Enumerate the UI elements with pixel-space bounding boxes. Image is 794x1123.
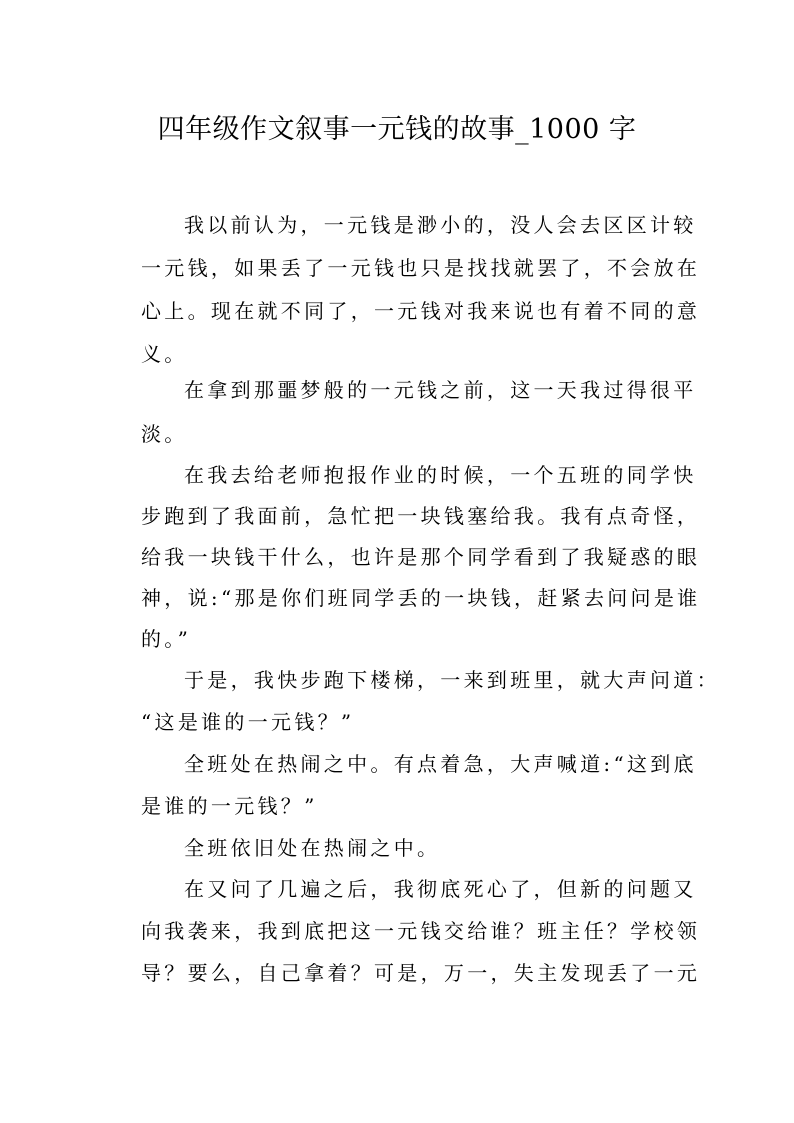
text-line: 是谁的一元钱？” (141, 794, 318, 818)
text-line: 全班依旧处在热闹之中。 (184, 836, 441, 860)
text-line: 导？要么，自己拿着？可是，万一，失主发现丢了一元 (141, 961, 701, 985)
text-line: 一元钱，如果丢了一元钱也只是找找就罢了，不会放在 (141, 256, 701, 280)
text-line: 于是，我快步跑下楼梯，一来到班里，就大声问道： (184, 668, 720, 692)
text-line: 在又问了几遍之后，我彻底死心了，但新的问题又 (184, 877, 697, 901)
document-title: 四年级作文叙事一元钱的故事_1000 字 (157, 114, 637, 145)
text-line: 步跑到了我面前，急忙把一块钱塞给我。我有点奇怪， (141, 504, 701, 528)
text-line: 义。 (141, 342, 188, 366)
text-line: 在拿到那噩梦般的一元钱之前，这一天我过得很平 (184, 378, 697, 402)
text-line: 向我袭来，我到底把这一元钱交给谁？班主任？学校领 (141, 919, 701, 943)
text-line: 神，说:“那是你们班同学丢的一块钱，赶紧去问问是谁 (141, 586, 701, 610)
text-line: 淡。 (141, 422, 188, 446)
text-line: 我以前认为，一元钱是渺小的，没人会去区区计较 (184, 213, 697, 237)
text-line: 在我去给老师抱报作业的时候，一个五班的同学快 (184, 463, 697, 487)
text-line: 全班处在热闹之中。有点着急，大声喊道:“这到底 (184, 752, 697, 776)
text-line: 的。” (141, 627, 192, 651)
text-line: “这是谁的一元钱？” (141, 710, 355, 734)
text-line: 心上。现在就不同了，一元钱对我来说也有着不同的意 (141, 299, 701, 323)
text-line: 给我一块钱干什么，也许是那个同学看到了我疑惑的眼 (141, 545, 701, 569)
